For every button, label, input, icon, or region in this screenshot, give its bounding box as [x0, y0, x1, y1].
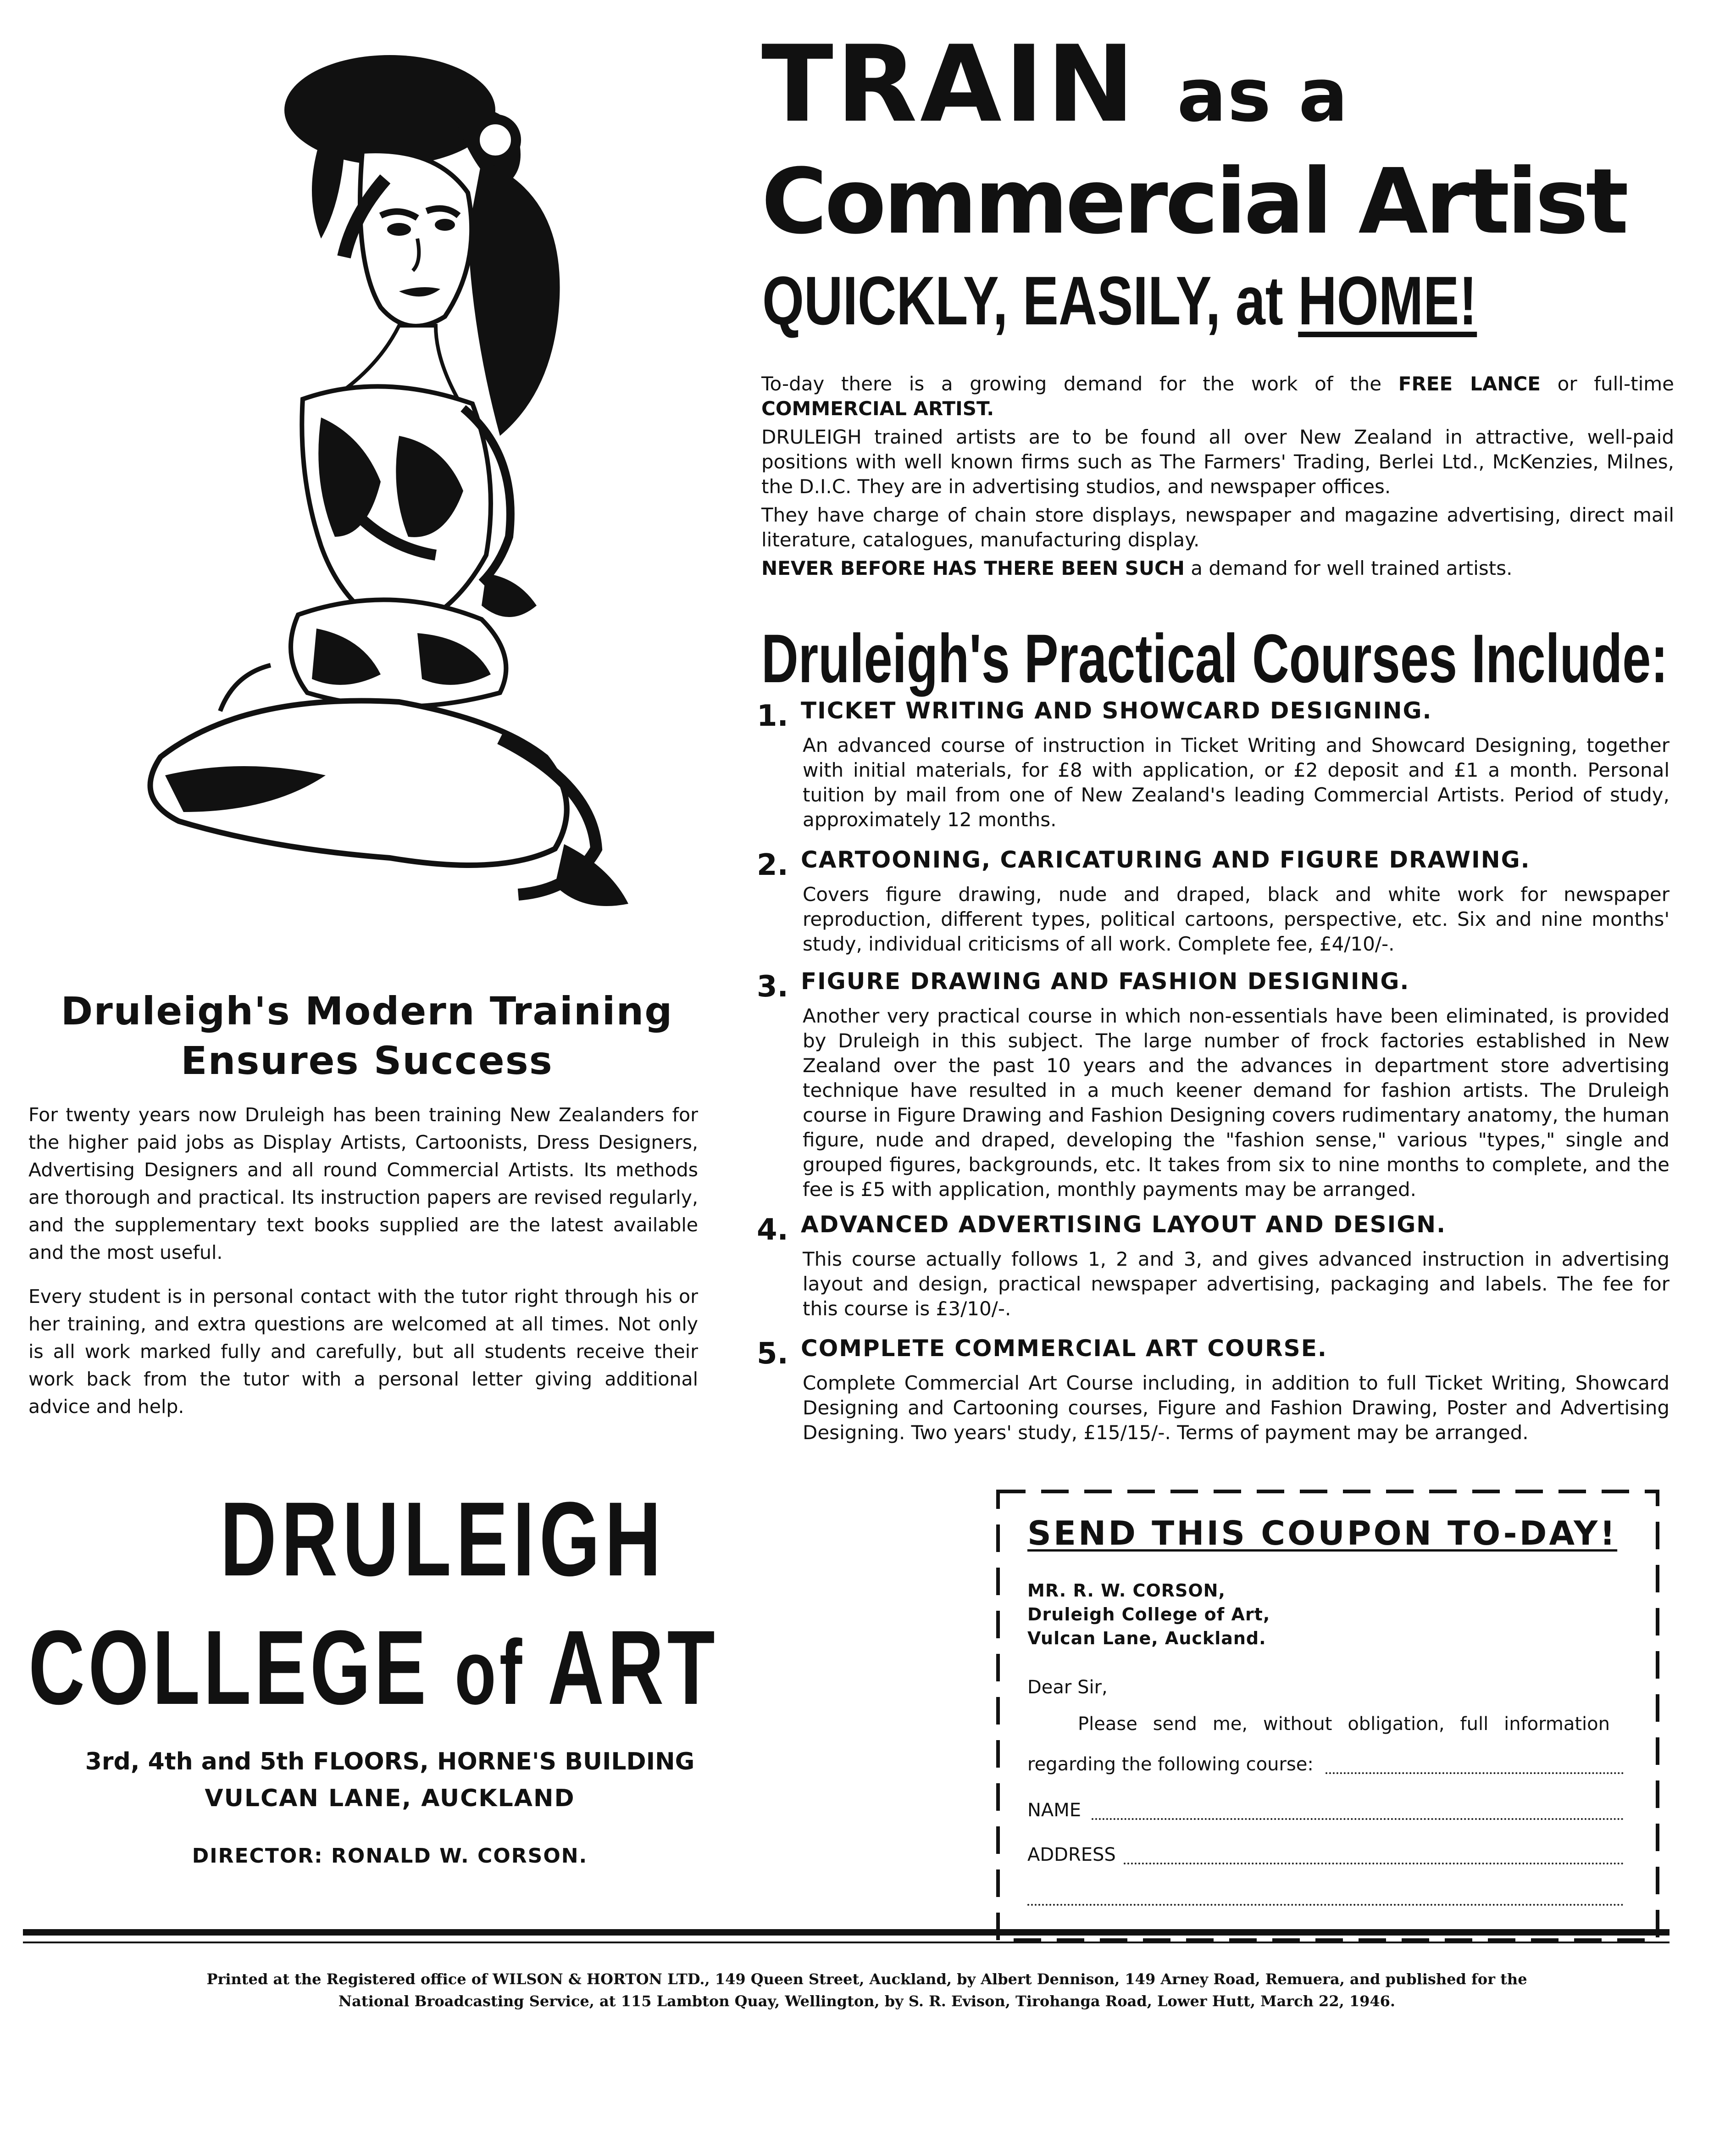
intro-text: [761, 372, 1674, 584]
modern-p2: Every student is in personal contact with the tutor right through his or her training, and extra questions are welcomed at all times. Not only is all work marked fully and carefully, but all students receive their work back from the tutor with a personal letter giving additional advice and help.: [28, 1285, 698, 1418]
coupon-salutation: Dear Sir,: [1027, 1677, 1108, 1698]
intro-p2: DRULEIGH trained artists are to be found all over New Zealand in attractive, well-paid positions with well known firms such as The Farmers' Trading, Berlei Ltd., McKenzies, Milnes, the D.I.C. They are in advertising studios, and newspaper offices.: [761, 426, 1674, 498]
headline-quickly-easily: [762, 262, 1477, 339]
intro-p3: They have charge of chain store displays, newspaper and magazine advertising, direct mail literature, catalogues, manufacturing display.: [761, 504, 1674, 551]
intro-commercial-artist: COMMERCIAL ARTIST.: [761, 397, 994, 420]
imprint-line1: Printed at the Registered office of WILSON & HORTON LTD., 149 Queen Street, Auckland, by Albert Dennison, 149 Arney Road, Remuera, and published for the: [206, 1970, 1527, 1988]
intro-p4-rest: a demand for well trained artists.: [1191, 557, 1513, 579]
coupon-address-field[interactable]: [1124, 1863, 1624, 1864]
course-body: An advanced course of instruction in Ticket Writing and Showcard Designing, together with initial materials, for £8 with application, or £2 deposit and £1 a month. Personal tuition by mail from one of New Zealand's leading Commercial Artists. Period of study, approximately 12 months.: [803, 734, 1669, 831]
headline-home: HOME!: [1298, 262, 1477, 339]
course-body: Complete Commercial Art Course including, in addition to full Ticket Writing, Showcard Designing and Cartooning courses, Figure and Fashion Drawing, Poster and Advertising Designing. Two years' study, £15/15/-. Terms of payment may be arranged.: [803, 1372, 1669, 1444]
bottom-rule-thin: [23, 1942, 1669, 1943]
imprint-line2: National Broadcasting Service, at 115 Lambton Quay, Wellington, by S. R. Evison, Tirohanga Road, Lower Hutt, March 22, 1946.: [338, 1992, 1396, 2010]
course-body: Another very practical course in which non-essentials have been eliminated, is provided by Druleigh in this subject. The large number of frock factories established in New Zealand over the past 10 years and the advances in department store advertising technique have resulted in a much keener demand for fashion artists. The Druleigh course in Figure Drawing and Fashion Designing covers rudimentary anatomy, the human figure, nude and draped, developing the "fashion sense," various "types," single and grouped figures, backgrounds, etc. It takes from six to nine months to complete, and the fee is £5 with application, monthly payments may be arranged.: [803, 1005, 1669, 1201]
courses-title: Druleigh's Practical Courses Include:: [761, 620, 1668, 697]
headline-train: [761, 23, 1349, 148]
college-address-line1: 3rd, 4th and 5th FLOORS, HORNE'S BUILDING: [85, 1748, 695, 1775]
modern-p1: For twenty years now Druleigh has been training New Zealanders for the higher paid jobs as Display Artists, Cartoonists, Dress Designers, Advertising Designers and all round Commercial Artists. Its methods are thorough and practical. Its instruction papers are revised regularly, and the supplementary text books supplied are the latest available and the most useful.: [28, 1104, 698, 1263]
college-address-line2: VULCAN LANE, AUCKLAND: [205, 1785, 575, 1812]
course-body: Covers figure drawing, nude and draped, black and white work for newspaper reproduction, different types, political cartoons, perspective, etc. Six and nine months' study, individual criticisms of all work. Complete fee, £4/10/-.: [803, 883, 1669, 955]
college-word: COLLEGE: [28, 1608, 430, 1726]
course-title: COMPLETE COMMERCIAL ART COURSE.: [801, 1335, 1327, 1362]
course-title: ADVANCED ADVERTISING LAYOUT AND DESIGN.: [801, 1211, 1447, 1238]
course-number: 5.: [757, 1337, 788, 1371]
intro-p1-mid: or full-time: [1557, 373, 1674, 395]
college-of-word: of: [455, 1621, 526, 1724]
coupon-name-field[interactable]: [1092, 1818, 1624, 1820]
printer-imprint: [83, 1968, 1651, 2012]
college-name-college-of-art: [28, 1608, 719, 1726]
coupon-addressee-line3: Vulcan Lane, Auckland.: [1027, 1628, 1266, 1648]
headline-as-a: as a: [1177, 52, 1349, 138]
course-title: FIGURE DRAWING AND FASHION DESIGNING.: [801, 968, 1410, 995]
coupon-regarding-label: regarding the following course:: [1027, 1754, 1314, 1775]
kneeling-woman-illustration: [105, 41, 674, 940]
bottom-rule-thick: [23, 1929, 1669, 1936]
college-director: DIRECTOR: RONALD W. CORSON.: [192, 1844, 588, 1868]
modern-title-line2: Ensures Success: [181, 1038, 553, 1083]
coupon-addressee-line2: Druleigh College of Art,: [1027, 1604, 1270, 1624]
coupon-addressee-line1: MR. R. W. CORSON,: [1027, 1580, 1226, 1601]
coupon: [995, 1489, 1660, 1943]
intro-p1-start: To-day there is a growing demand for the work of the: [761, 373, 1382, 395]
modern-training-body: [28, 1101, 698, 1437]
coupon-title-text: SEND THIS COUPON TO-DAY!: [1027, 1514, 1618, 1552]
intro-p4-bold: NEVER BEFORE HAS THERE BEEN SUCH: [761, 557, 1185, 579]
college-art-word: ART: [548, 1608, 719, 1726]
college-name-druleigh: DRULEIGH: [220, 1480, 666, 1598]
intro-free-lance: FREE LANCE: [1398, 373, 1541, 395]
modern-title-line1: Druleigh's Modern Training: [61, 989, 673, 1034]
coupon-address-field-line2[interactable]: [1027, 1904, 1624, 1906]
headline-commercial-artist: Commercial Artist: [761, 150, 1626, 254]
coupon-address-label: ADDRESS: [1027, 1844, 1116, 1865]
course-title: CARTOONING, CARICATURING AND FIGURE DRAWING.: [801, 846, 1531, 873]
coupon-name-label: NAME: [1027, 1800, 1082, 1821]
headline-quickly-text: QUICKLY, EASILY, at: [762, 262, 1283, 339]
coupon-title: [1027, 1514, 1617, 1552]
course-number: 1.: [757, 699, 788, 733]
coupon-course-field[interactable]: [1326, 1772, 1624, 1774]
coupon-request: Please send me, without obligation, full information: [1078, 1713, 1610, 1735]
course-title: TICKET WRITING AND SHOWCARD DESIGNING.: [801, 697, 1432, 724]
course-number: 2.: [757, 848, 788, 882]
course-number: 3.: [757, 970, 788, 1004]
headline-train-word: TRAIN: [761, 23, 1138, 146]
modern-training-title: [28, 986, 706, 1085]
course-number: 4.: [757, 1213, 788, 1247]
course-body: This course actually follows 1, 2 and 3, and gives advanced instruction in advertising layout and design, practical newspaper advertising, packaging and labels. The fee for this course is £3/10/-.: [803, 1248, 1669, 1320]
